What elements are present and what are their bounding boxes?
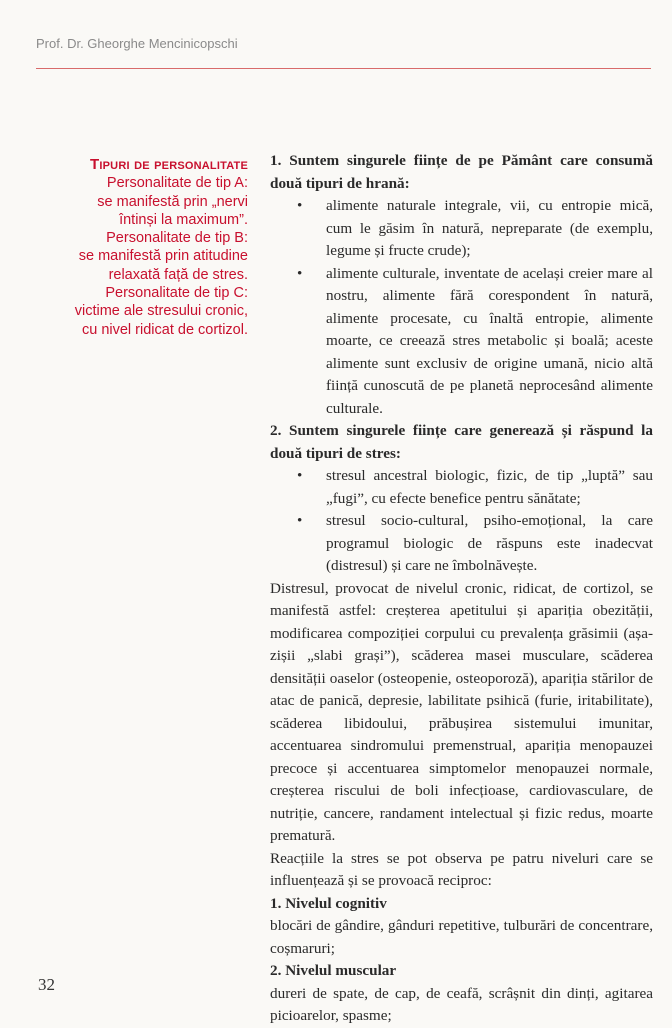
sidebar-title: Tipuri de personalitate: [90, 156, 248, 173]
running-header: Prof. Dr. Gheorghe Mencinicopschi: [36, 36, 238, 51]
section-1-heading: 1. Suntem singurele ființe de pe Pământ care consumă două tipuri de hrană:: [270, 152, 653, 192]
list-item: • alimente culturale, inventate de același creier mare al nostru, alimente fără corespondent în natură, alimente procesate, cu înaltă entropie, alimente moarte, ce creează stres metabolic și boală; aceste alimente sunt exclusiv de origine umană, nicio altă ființă cunoscută de pe planetă neprocesând alimente culturale.: [270, 263, 653, 421]
sidebar-note: [36, 156, 248, 339]
sidebar-line: Personalitate de tip C:: [105, 285, 248, 302]
section-2-list: [270, 465, 653, 578]
sidebar-line: se manifestă prin atitudine: [78, 248, 248, 265]
sidebar-line: relaxată față de stres.: [108, 266, 248, 283]
sidebar-line: întinși la maximum”.: [119, 211, 248, 228]
main-text: [270, 150, 653, 1028]
page-number: 32: [38, 975, 55, 994]
sidebar-line: se manifestă prin „nervi: [97, 193, 248, 210]
sidebar-line: Personalitate de tip B:: [106, 230, 248, 247]
sidebar-line: cu nivel ridicat de cortizol.: [81, 321, 248, 338]
header-rule: [36, 68, 651, 69]
list-item: • stresul socio-cultural, psiho-emoțional, la care programul biologic de răspuns este inadecvat (distresul) și care ne îmbolnăvește.: [270, 510, 653, 578]
distress-paragraph: Distresul, provocat de nivelul cronic, ridicat, de cortizol, se manifestă astfel: creșterea apetitului și apariția obezității, modificarea compoziției corpului cu prevalența grăsimii (așa-zișii „slabi grași”), scăderea masei musculare, scăderea densității oaselor (osteopenie, osteoporoză), apariția stărilor de atac de panică, depresie, labilitate psihică (furie, iritabilitate), scăderea libidoului, prăbușirea sistemului imunitar, accentuarea sindromului premenstrual, apariția menopauzei precoce și accentuarea simptomelor menopauzei normale, creșterea riscului de boli infecțioase, cardiovasculare, de nutriție, cancere, randament intelectual și fizic redus, moarte prematură.: [270, 579, 653, 844]
level-2-title: 2. Nivelul muscular: [270, 962, 397, 979]
sidebar-line: victime ale stresului cronic,: [74, 303, 248, 320]
reactions-paragraph: Reacțiile la stres se pot observa pe patru niveluri care se influențează și se provoacă reciproc:: [270, 849, 653, 889]
level-1-text: blocări de gândire, gânduri repetitive, tulburări de concentrare, coșmaruri;: [270, 917, 653, 957]
list-item: • alimente naturale integrale, vii, cu entropie mică, cum le găsim în natură, nepreparate (de exemplu, legume și fructe crude);: [270, 195, 653, 263]
section-1-list: [270, 195, 653, 420]
level-2-text: dureri de spate, de cap, de ceafă, scrâșnit din dinți, agitarea picioarelor, spasme;: [270, 984, 653, 1024]
level-1-title: 1. Nivelul cognitiv: [270, 894, 387, 912]
sidebar-line: Personalitate de tip A:: [106, 175, 248, 192]
section-2-heading: 2. Suntem singurele ființe care generează și răspund la două tipuri de stres:: [270, 422, 653, 462]
list-item: • stresul ancestral biologic, fizic, de tip „luptă” sau „fugi”, cu efecte benefice pentru sănătate;: [270, 465, 653, 510]
